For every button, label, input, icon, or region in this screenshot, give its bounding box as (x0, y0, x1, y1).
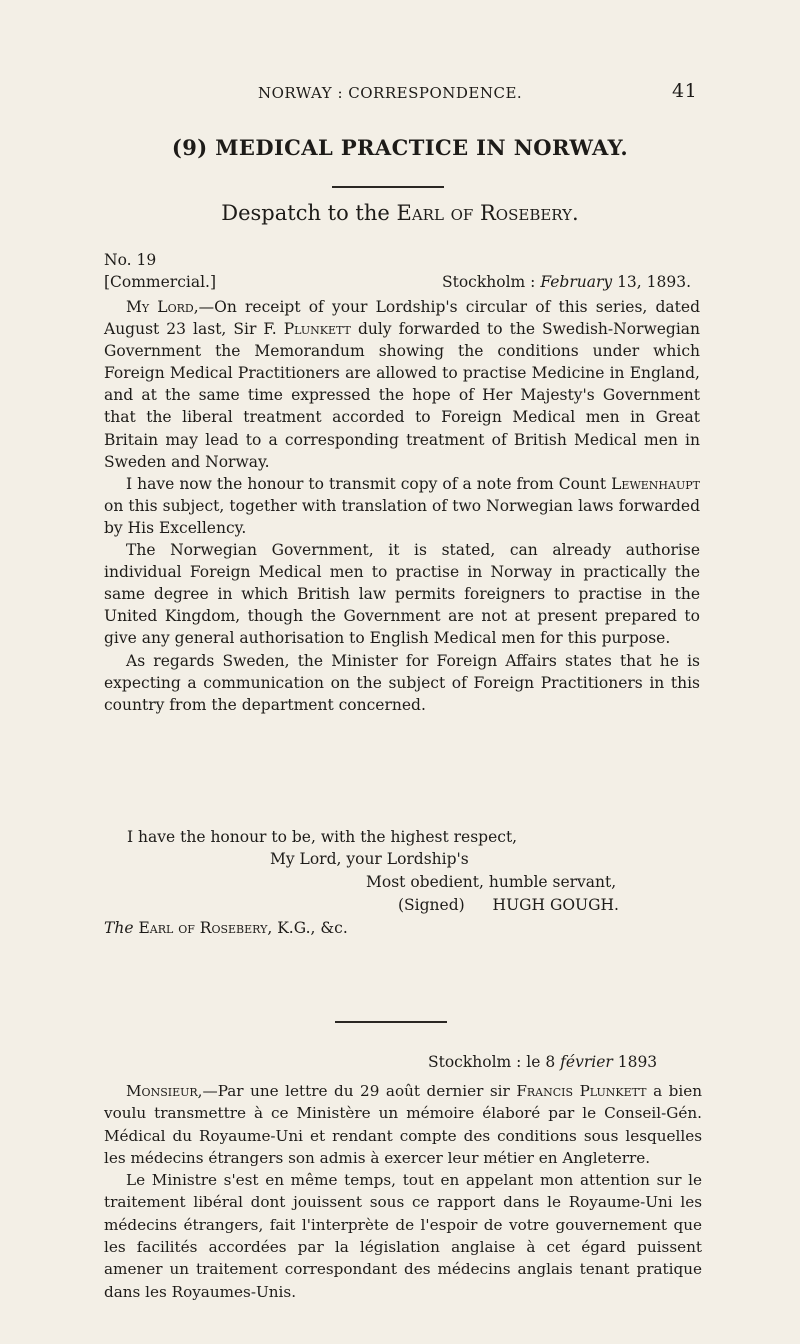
section-title: (9) MEDICAL PRACTICE IN NORWAY. (171, 135, 629, 160)
letter-paragraph: I have now the honour to transmit copy of a note from Count Lewenhaupt on this subject, together with translation of two Norwegian laws forwarded by His Excellency. (104, 474, 700, 537)
divider-rule (332, 186, 444, 188)
dateline-month: February (540, 273, 613, 291)
name-lewenhaupt: Lewenhaupt (611, 474, 700, 493)
divider-rule (335, 1021, 447, 1023)
despatch-number: No. 19 (104, 251, 157, 269)
french-paragraph: Le Ministre s'est en même temps, tout en appelant mon attention sur le traitement libéral dont jouissent sous ce rapport dans le Royaume-Uni les médecins étrangers, fait l'interprète de l'espoir de votre gouvernement que les facilités accordées par la législation anglaise à cet égard puissent amener un traitement correspondant des médecins anglais tenant pratique dans les Royaumes-Unis. (104, 1171, 702, 1301)
name-francis-plunkett: Francis Plunkett (516, 1082, 647, 1100)
dateline-day-year: 13, 1893. (617, 273, 692, 291)
french-dateline: Stockholm : le 8 février 1893 (428, 1053, 658, 1071)
recipient-name: Earl of Rosebery (138, 919, 268, 937)
closing-line: I have the honour to be, with the highest respect, (127, 828, 518, 846)
french-salutation: Monsieur, (126, 1082, 203, 1100)
closing-line: My Lord, your Lordship's (270, 850, 469, 868)
page-number: 41 (672, 80, 698, 102)
salutation: My Lord, (126, 298, 199, 316)
letter-paragraph: As regards Sweden, the Minister for Foreign Affairs states that he is expecting a communication on the subject of Foreign Practitioners in this country from the department concerned. (104, 651, 700, 714)
french-letter-body (104, 1080, 702, 1303)
french-paragraph: Monsieur,—Par une lettre du 29 août dernier sir Francis Plunkett a bien voulu transmettre à ce Ministère un mémoire élaboré par le Conseil-Gén. Médical du Royaume-Uni et rendant compte des conditions sous lesquelles les médecins étrangers son admis à exercer leur métier en Angleterre. (104, 1082, 703, 1167)
dateline (442, 273, 691, 291)
signed-label: (Signed) (398, 896, 465, 914)
letter-body (104, 296, 700, 716)
despatch-prefix: Despatch to the (221, 201, 390, 225)
despatch-addressee: Earl of Rosebery. (396, 201, 579, 225)
despatch-heading (0, 201, 800, 225)
letter-paragraph: The Norwegian Government, it is stated, can already authorise individual Foreign Medical men to practise in Norway in practically the same degree in which British law permits foreigners to practise in the United Kingdom, though the Government are not at present prepared to give any general authorisation to English Medical men for this purpose. (104, 541, 700, 648)
letter-paragraph: My Lord,—On receipt of your Lordship's circular of this series, dated August 23 last, Sir F. Plunkett duly forwarded to the Swedish-Norwegian Government the Memorandum showing the conditions under which Foreign Medical Practitioners are allowed to practise Medicine in England, and at the same time expressed the hope of Her Majesty's Government that the liberal treatment accorded to Foreign Medical men in Great Britain may lead to a corresponding treatment of British Medical men in Sweden and Norway. (104, 298, 700, 471)
running-head-title: NORWAY : CORRESPONDENCE. (258, 84, 523, 102)
french-month: février (560, 1053, 613, 1071)
category-label: [Commercial.] (104, 273, 217, 291)
dateline-place: Stockholm : (442, 273, 536, 291)
name-plunkett: Plunkett (283, 320, 351, 339)
signature-line (398, 896, 619, 914)
recipient-line: The Earl of Rosebery, K.G., &c. (104, 919, 348, 937)
signature-name: HUGH GOUGH. (492, 896, 619, 914)
closing-line: Most obedient, humble servant, (366, 873, 617, 891)
